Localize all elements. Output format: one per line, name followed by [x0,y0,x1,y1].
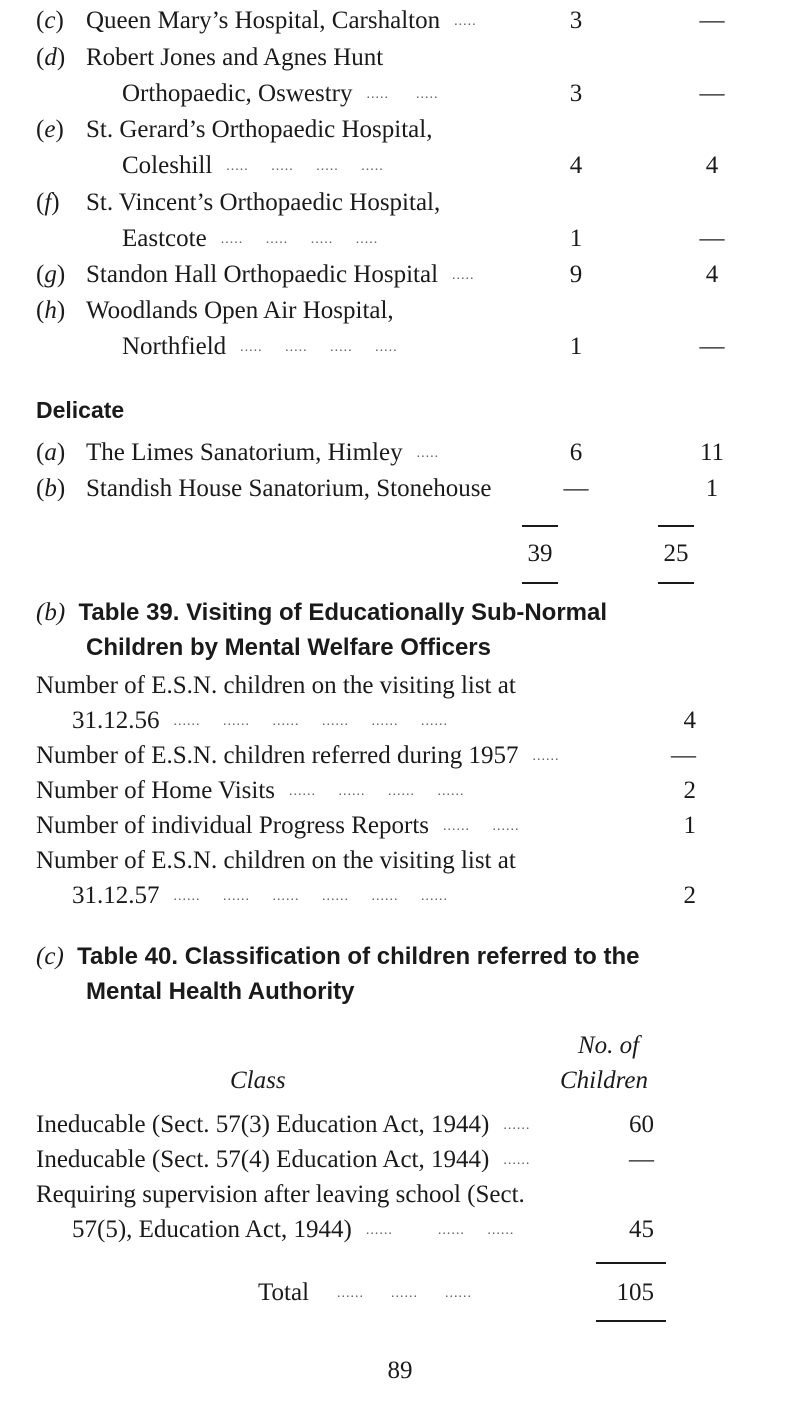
column-header-no-of: No. of [578,1032,640,1059]
total-column-a: 39 [527,540,553,567]
page-number: 89 [387,1357,413,1384]
document-page: (c) Queen Mary’s Hospital, Carshalton ..... 3 — (d) Robert Jones and Agnes Hunt Orthopaedic, Oswestry ..... ..... 3 — (e) St. Gerard’s Orthopaedic Hospital, Coleshill ..... ..... ..... ..... 4 4 (f) St. Vincent’s Orthopaedic Hospital, Eastcote ..... ..... ..... ..... 1 — (g) Standon Hall Orthopaedic Hospital ..... 9 4 (h) Woodlands Open Air Hospital, Northfield ..... ..... ..... ..... 1 — Delicate (a) The Limes Sanatorium, Himley ..... 6 11 (b) Standish House Sanatorium, Stonehouse — 1 39 25 (b) Table 39. Visiting of Educationally Sub-Normal Children by Mental Welfare Officers Number of E.S.N. children on the visiting list at 31.12.56 ...... ...... ...... ...... ...... ...... 4 Number of E.S.N. children referred during 1957 ...... — Number of Home Visits ...... ...... ...... ...... 2 Number of individual Progress Reports ...... ...... 1 Number of E.S.N. children on the visiting list at 31.12.57 ...... ...... ...... ...... ...... ...... 2 (c) Table 40. Classification of children referred to the Mental Health Authority No. of Class Children Ineducable (Sect. 57(3) Education Act, 1944) ...... 60 Ineducable (Sect. 57(4) Education Act, 1944) ...... — Requiring supervision after leaving school (Sect. 57(5), Education Act, 1944) ...... ...... ...... 45 Total ...... ...... ...... 105 89 [0,0,800,1408]
table-39-row-value: 2 [683,777,696,804]
table-39-row-value: — [671,742,696,769]
table-40-row-value: 60 [629,1111,654,1138]
table-39-row-label: 31.12.57 ...... ...... ...... ...... ...... ...... [72,882,448,909]
table-39-row-value: 4 [683,707,696,734]
table-39-row-label: Number of E.S.N. children on the visiting list at [36,672,516,699]
table-39-row-value: 1 [683,812,696,839]
total-rule [596,1320,666,1322]
total-rule [658,582,694,584]
table-39-row-label: Number of Home Visits ...... ...... ...... ...... [36,777,465,804]
section-heading-delicate: Delicate [36,397,125,423]
table-39-row-label: Number of E.S.N. children on the visiting list at [36,847,516,874]
table-39-heading-line2: Children by Mental Welfare Officers [86,634,491,661]
table-39-row-label: Number of E.S.N. children referred during 1957 ...... [36,742,560,769]
subtotal-rule [658,525,694,527]
subtotal-rule [522,525,558,527]
table-40-row-label: Ineducable (Sect. 57(3) Education Act, 1944) ...... [36,1111,531,1138]
table-40-row-value: 45 [629,1216,654,1243]
column-header-children: Children [560,1067,648,1094]
table-40-heading: (c) Table 40. Classification of children referred to the [36,943,640,970]
table-40-total-label: Total ...... ...... ...... [258,1279,473,1306]
table-39-row-label: 31.12.56 ...... ...... ...... ...... ...... ...... [72,707,448,734]
subtotal-rule [596,1262,666,1264]
table-40-row-label: Requiring supervision after leaving school (Sect. [36,1181,525,1208]
table-40-row-value: — [629,1146,654,1173]
table-39-heading: (b) Table 39. Visiting of Educationally Sub-Normal [36,599,608,626]
column-header-class: Class [230,1067,286,1094]
total-rule [522,582,558,584]
table-40-row-label: 57(5), Education Act, 1944) ...... ...... ...... [72,1216,515,1243]
table-40-row-label: Ineducable (Sect. 57(4) Education Act, 1944) ...... [36,1146,531,1173]
table-40-heading-line2: Mental Health Authority [86,978,355,1005]
table-39-row-value: 2 [683,882,696,909]
table-40-total-value: 105 [616,1279,654,1306]
total-column-b: 25 [663,540,689,567]
table-39-row-label: Number of individual Progress Reports ...... ...... [36,812,520,839]
